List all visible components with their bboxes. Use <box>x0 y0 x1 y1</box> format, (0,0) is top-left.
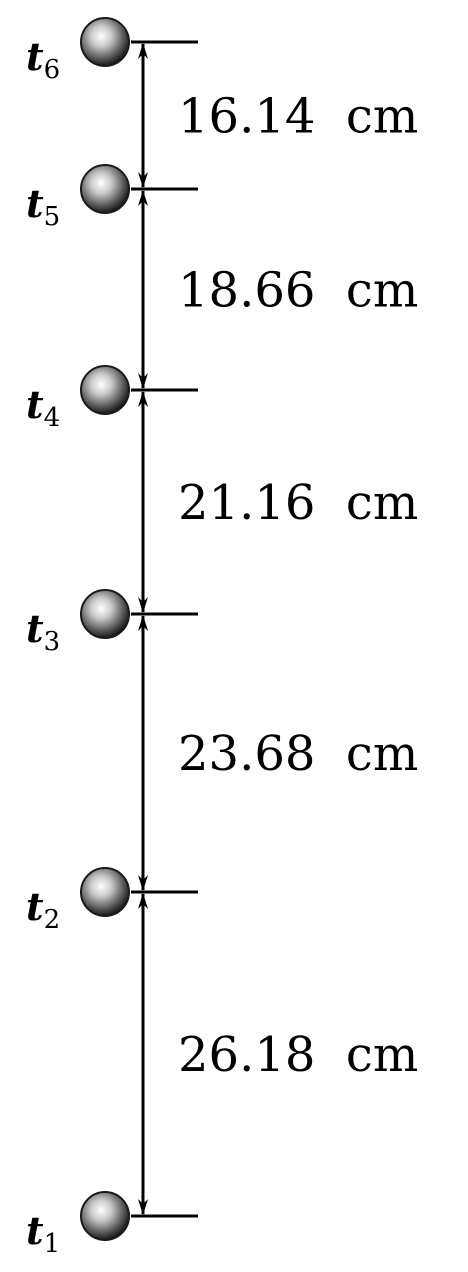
time-label-t4 <box>26 382 60 433</box>
ball-t5 <box>81 165 129 213</box>
time-symbol: t <box>26 884 44 929</box>
time-subscript: 4 <box>43 403 61 433</box>
time-label-t1 <box>26 1208 60 1259</box>
time-symbol: t <box>26 606 44 651</box>
distance-label-2-3: 23.68 cm <box>178 726 419 782</box>
time-label-t3 <box>26 606 60 657</box>
distance-label-1-2: 26.18 cm <box>178 1027 419 1083</box>
ball-t4 <box>81 366 129 414</box>
time-symbol: t <box>26 181 44 226</box>
time-symbol: t <box>26 382 44 427</box>
time-subscript: 2 <box>43 905 61 935</box>
time-subscript: 6 <box>43 55 61 85</box>
ball-t1 <box>81 1192 129 1240</box>
time-subscript: 3 <box>43 627 61 657</box>
time-label-t2 <box>26 884 60 935</box>
ball-t6 <box>81 18 129 66</box>
ball-t3 <box>81 590 129 638</box>
time-label-t5 <box>26 181 60 232</box>
distance-label-5-6: 16.14 cm <box>178 88 419 145</box>
time-symbol: t <box>26 34 44 79</box>
time-subscript: 1 <box>43 1229 61 1259</box>
balls-layer <box>26 18 198 1259</box>
distance-label-3-4: 21.16 cm <box>178 475 419 531</box>
distance-label-4-5: 18.66 cm <box>178 262 419 319</box>
time-subscript: 5 <box>43 202 61 232</box>
ball-t2 <box>81 868 129 916</box>
time-symbol: t <box>26 1208 44 1253</box>
dimension-layer <box>138 43 418 1215</box>
time-label-t6 <box>26 34 60 85</box>
